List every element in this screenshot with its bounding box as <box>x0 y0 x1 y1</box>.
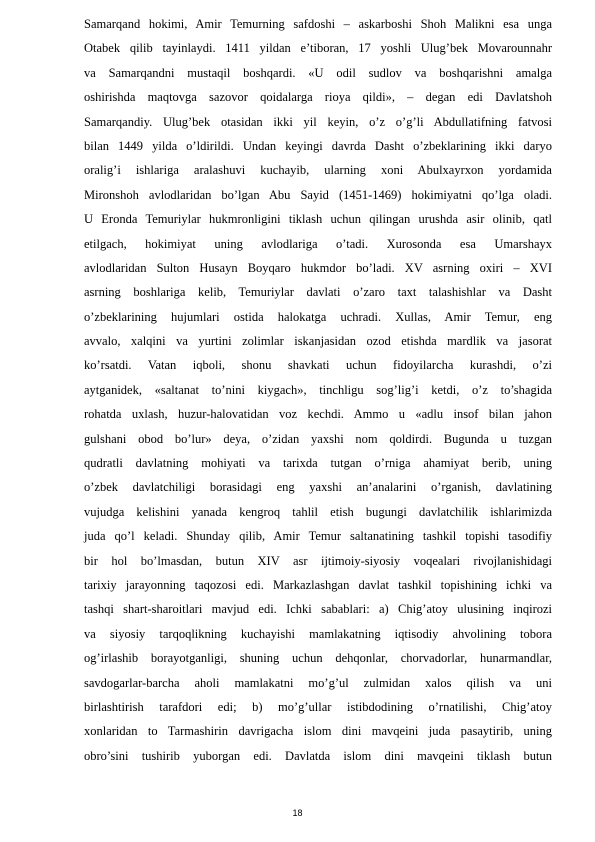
text-line: vujudga kelishini yanada kengroq tahlil etish bugungi davlatchilik ishlarimizda <box>84 504 552 519</box>
text-line: va Samarqandni mustaqil boshqardi. «U odil sudlov va boshqarishni amalga <box>84 65 552 80</box>
text-line: avvalo, xalqini va yurtini zolimlar iskanjasidan ozod etishda mardlik va jasorat <box>84 334 552 349</box>
text-line: gulshani obod bo’lur» deya, o’zidan yaxshi nom qoldirdi. Bugunda u tuzgan <box>84 431 552 446</box>
text-line: tarixiy jarayonning taqozosi edi. Markazlashgan davlat tashkil topishining ichki va <box>84 577 552 592</box>
text-line: bilan 1449 yilda o’ldirildi. Undan keyingi davrda Dasht o’zbeklarining ikki daryo <box>84 138 552 153</box>
text-line: savdogarlar-barcha aholi mamlakatni mo’g’ul zulmidan xalos qilish va uni <box>84 675 552 690</box>
text-line: og’irlashib borayotganligi, shuning uchun dehqonlar, chorvadorlar, hunarmandlar, <box>84 651 552 666</box>
text-line: asrning boshlariga kelib, Temuriylar davlati o’zaro taxt talashishlar va Dasht <box>84 285 552 300</box>
page-number: 18 <box>292 808 303 818</box>
text-line: oshirishda maqtovga sazovor qoidalarga rioya qildi», – degan edi Davlatshoh <box>84 90 552 105</box>
text-line: etilgach, hokimiyat uning avlodlariga o’tadi. Xurosonda esa Umarshayx <box>84 236 552 251</box>
text-line: Mironshoh avlodlaridan bo’lgan Abu Sayid (1451-1469) hokimiyatni qo’lga oladi. <box>84 187 552 202</box>
text-line: qudratli davlatning mohiyati va tarixda tutgan o’rniga ahamiyat berib, uning <box>84 456 552 471</box>
text-line: rohatda uxlash, huzur-halovatidan voz kechdi. Ammo u «adlu insof bilan jahon <box>84 407 552 422</box>
text-line: juda qo’l keladi. Shunday qilib, Amir Temur saltanatining tashkil topishi tasodifiy <box>84 529 552 544</box>
text-line: Otabek qilib tayinlaydi. 1411 yildan e’tiboran, 17 yoshli Ulug’bek Movarounnahr <box>84 41 552 56</box>
text-line: o’zbek davlatchiligi borasidagi eng yaxshi an’analarini o’rganish, davlatining <box>84 480 552 495</box>
body-text <box>84 12 552 768</box>
text-line: avlodlaridan Sulton Husayn Boyqaro hukmdor bo’ladi. XV asrning oxiri – XVI <box>84 260 552 275</box>
text-line: birlashtirish tarafdori edi; b) mo’g’ullar istibdodining o’rnatilishi, Chig’atoy <box>84 699 552 714</box>
text-line: Samarqand hokimi, Amir Temurning safdoshi – askarboshi Shoh Malikni esa unga <box>84 17 552 31</box>
text-line: xonlaridan to Tarmashirin davrigacha islom dini mavqeini juda pasaytirib, uning <box>84 724 552 739</box>
text-line: obro’sini tushirib yuborgan edi. Davlatda islom dini mavqeini tiklash butun <box>84 748 552 763</box>
text-line: Samarqandiy. Ulug’bek otasidan ikki yil keyin, o’z o’g’li Abdullatifning fatvosi <box>84 114 552 129</box>
text-line: va siyosiy tarqoqlikning kuchayishi mamlakatning iqtisodiy ahvolining tobora <box>84 626 552 641</box>
text-line: oralig’i ishlariga aralashuvi kuchayib, ularning xoni Abulxayrxon yordamida <box>84 163 552 178</box>
text-line: tashqi shart-sharoitlari mavjud edi. Ichki sabablari: a) Chig’atoy ulusining inqirozi <box>84 602 552 617</box>
text-line: o’zbeklarining hujumlari ostida halokatga uchradi. Xullas, Amir Temur, eng <box>84 309 552 324</box>
text-line: bir hol bo’lmasdan, butun XIV asr ijtimoiy-siyosiy voqealari rivojlanishidagi <box>84 553 552 568</box>
text-line: ko’rsatdi. Vatan iqboli, shonu shavkati uchun fidoyilarcha kurashdi, o’zi <box>84 358 552 373</box>
text-line: aytganidek, «saltanat to’nini kiygach», tinchligu sog’lig’i ketdi, o’z to’shagida <box>84 382 552 397</box>
text-line: U Eronda Temuriylar hukmronligini tiklash uchun qilingan urushda asir olinib, qatl <box>84 212 552 227</box>
